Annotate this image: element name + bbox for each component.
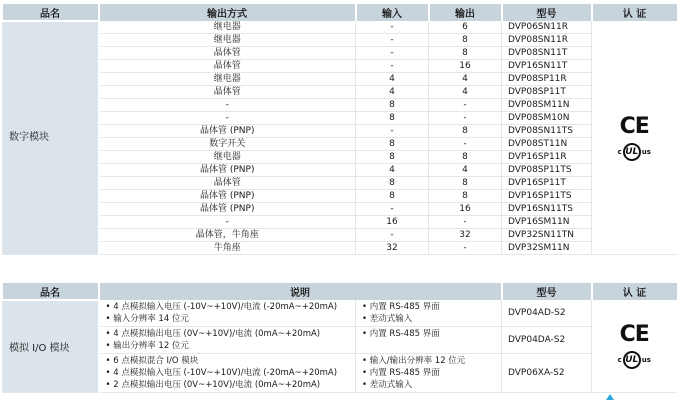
desc-line: • 差动式输入: [362, 380, 413, 390]
table-row: [3, 177, 677, 190]
output-mode-cell: 晶体管 (PNP): [99, 203, 356, 216]
output-cell: 8: [429, 190, 502, 203]
ce-mark-icon: CE: [619, 322, 649, 347]
desc-line: • 输入/输出分辨率 12 位元: [362, 356, 466, 366]
analog-module-table: [2, 283, 677, 393]
analog-header-row: [3, 283, 677, 300]
ul-c-label: c: [617, 147, 622, 156]
table-row: [3, 21, 677, 34]
model-cell: DVP04AD-S2: [502, 300, 592, 327]
model-cell: DVP08SP11TS: [502, 164, 592, 177]
input-cell: 8: [356, 138, 429, 151]
input-cell: -: [356, 47, 429, 60]
output-mode-cell: 晶体管: [99, 60, 356, 73]
table-row: [3, 138, 677, 151]
output-mode-cell: 晶体管: [99, 86, 356, 99]
model-cell: DVP16SM11N: [502, 216, 592, 229]
table-row: [3, 354, 677, 393]
output-mode-cell: 继电器: [99, 151, 356, 164]
table-row: [3, 203, 677, 216]
analog-header-name: 品名: [3, 283, 99, 300]
ul-ring-label: UL: [623, 143, 641, 161]
output-mode-cell: 数字开关: [99, 138, 356, 151]
analog-header-model: 型号: [502, 283, 592, 300]
output-mode-cell: 继电器: [99, 34, 356, 47]
desc-line: • 4 点模拟输出电压 (0V~+10V)/电流 (0mA~+20mA): [105, 329, 321, 339]
model-cell: DVP16SP11TS: [502, 190, 592, 203]
desc-right-cell: [356, 354, 502, 393]
table-row: [3, 151, 677, 164]
input-cell: 4: [356, 73, 429, 86]
input-cell: 8: [356, 99, 429, 112]
ce-mark-icon: CE: [619, 113, 649, 139]
category-digital: 数字模块: [3, 21, 99, 255]
model-cell: DVP16SN11T: [502, 60, 592, 73]
output-mode-cell: -: [99, 99, 356, 112]
desc-left-cell: [99, 300, 356, 327]
output-mode-cell: 晶体管: [99, 47, 356, 60]
table-row: [3, 99, 677, 112]
desc-line: • 4 点模拟输入电压 (-10V~+10V)/电流 (-20mA~+20mA): [105, 302, 338, 312]
table-row: [3, 190, 677, 203]
model-cell: DVP08SM10N: [502, 112, 592, 125]
category-analog: 模拟 I/O 模块: [3, 300, 99, 393]
model-cell: DVP08SN11TS: [502, 125, 592, 138]
output-cell: -: [429, 138, 502, 151]
model-cell: DVP32SM11N: [502, 242, 592, 255]
table-row: [3, 300, 677, 327]
input-cell: 4: [356, 86, 429, 99]
model-cell: DVP04DA-S2: [502, 327, 592, 354]
output-mode-cell: 牛角座: [99, 242, 356, 255]
table-row: [3, 47, 677, 60]
output-cell: 6: [429, 21, 502, 34]
desc-line: • 2 点模拟输出电压 (0V~+10V)/电流 (0mA~+20mA): [105, 380, 321, 390]
output-cell: 16: [429, 60, 502, 73]
table-row: [3, 60, 677, 73]
cul-us-mark-icon: [618, 351, 651, 369]
desc-line: • 6 点模拟混合 I/O 模块: [105, 356, 199, 366]
input-cell: 8: [356, 151, 429, 164]
output-mode-cell: 继电器: [99, 21, 356, 34]
output-cell: 8: [429, 151, 502, 164]
analog-cert-marks: [618, 323, 651, 369]
desc-line: • 输入分辨率 14 位元: [105, 314, 189, 324]
input-cell: 32: [356, 242, 429, 255]
header-cert: 认 证: [592, 4, 677, 21]
output-cell: -: [429, 242, 502, 255]
output-mode-cell: 晶体管: [99, 177, 356, 190]
model-cell: DVP08SM11N: [502, 99, 592, 112]
header-output-mode: 输出方式: [99, 4, 356, 21]
analog-header-desc: 说明: [99, 283, 502, 300]
desc-line: • 内置 RS-485 界面: [362, 329, 440, 339]
digital-cert-marks: [618, 115, 651, 161]
input-cell: 8: [356, 112, 429, 125]
table-row: [3, 216, 677, 229]
model-cell: DVP16SP11T: [502, 177, 592, 190]
output-mode-cell: 晶体管，牛角座: [99, 229, 356, 242]
input-cell: -: [356, 125, 429, 138]
table-row: [3, 229, 677, 242]
table-row: [3, 125, 677, 138]
output-mode-cell: -: [99, 216, 356, 229]
output-mode-cell: 晶体管 (PNP): [99, 125, 356, 138]
model-cell: DVP32SN11TN: [502, 229, 592, 242]
cul-us-mark-icon: [618, 143, 651, 161]
digital-header-row: [3, 4, 677, 21]
ul-us-label: us: [641, 356, 651, 364]
header-model: 型号: [502, 4, 592, 21]
input-cell: -: [356, 229, 429, 242]
input-cell: 16: [356, 216, 429, 229]
model-cell: DVP08SN11R: [502, 34, 592, 47]
input-cell: -: [356, 21, 429, 34]
input-cell: 8: [356, 190, 429, 203]
input-cell: -: [356, 60, 429, 73]
analog-body: [3, 300, 677, 393]
table-row: [3, 327, 677, 354]
output-cell: 4: [429, 73, 502, 86]
output-cell: -: [429, 216, 502, 229]
model-cell: DVP06XA-S2: [502, 354, 592, 393]
table-row: [3, 164, 677, 177]
output-cell: 8: [429, 34, 502, 47]
digital-body: [3, 21, 677, 255]
ul-ring-label: UL: [623, 351, 641, 369]
desc-line: • 4 点模拟输入电压 (-10V~+10V)/电流 (-20mA~+20mA): [105, 368, 338, 378]
desc-line: • 差动式输入: [362, 314, 413, 324]
digital-module-table: [2, 4, 677, 255]
model-cell: DVP16SP11R: [502, 151, 592, 164]
table-row: [3, 242, 677, 255]
table-row: [3, 73, 677, 86]
input-cell: -: [356, 203, 429, 216]
desc-line: • 内置 RS-485 界面: [362, 368, 440, 378]
desc-left-cell: [99, 354, 356, 393]
desc-line: • 内置 RS-485 界面: [362, 302, 440, 312]
model-cell: DVP08SN11T: [502, 47, 592, 60]
output-cell: 32: [429, 229, 502, 242]
table-row: [3, 86, 677, 99]
ul-c-label: c: [617, 356, 622, 364]
cert-cell-analog: [592, 300, 677, 393]
model-cell: DVP08SP11R: [502, 73, 592, 86]
model-cell: DVP16SN11TS: [502, 203, 592, 216]
output-cell: -: [429, 99, 502, 112]
output-cell: -: [429, 112, 502, 125]
desc-right-cell: [356, 327, 502, 354]
model-cell: DVP08SP11T: [502, 86, 592, 99]
output-mode-cell: -: [99, 112, 356, 125]
triangle-up-icon: [606, 394, 614, 400]
input-cell: 4: [356, 164, 429, 177]
table-row: [3, 112, 677, 125]
header-name: 品名: [3, 4, 99, 21]
output-mode-cell: 晶体管 (PNP): [99, 190, 356, 203]
output-cell: 16: [429, 203, 502, 216]
desc-left-cell: [99, 327, 356, 354]
output-cell: 8: [429, 47, 502, 60]
output-cell: 4: [429, 164, 502, 177]
ul-us-label: us: [641, 147, 651, 156]
analog-header-cert: 认 证: [592, 283, 677, 300]
output-cell: 8: [429, 177, 502, 190]
output-cell: 4: [429, 86, 502, 99]
cert-cell-digital: [592, 21, 677, 255]
desc-right-cell: [356, 300, 502, 327]
desc-line: • 输出分辨率 12 位元: [105, 341, 189, 351]
model-cell: DVP06SN11R: [502, 21, 592, 34]
model-cell: DVP08ST11N: [502, 138, 592, 151]
input-cell: 8: [356, 177, 429, 190]
table-row: [3, 34, 677, 47]
header-output: 输出: [429, 4, 502, 21]
output-mode-cell: 晶体管 (PNP): [99, 164, 356, 177]
output-cell: 8: [429, 125, 502, 138]
header-input: 输入: [356, 4, 429, 21]
input-cell: -: [356, 34, 429, 47]
output-mode-cell: 继电器: [99, 73, 356, 86]
